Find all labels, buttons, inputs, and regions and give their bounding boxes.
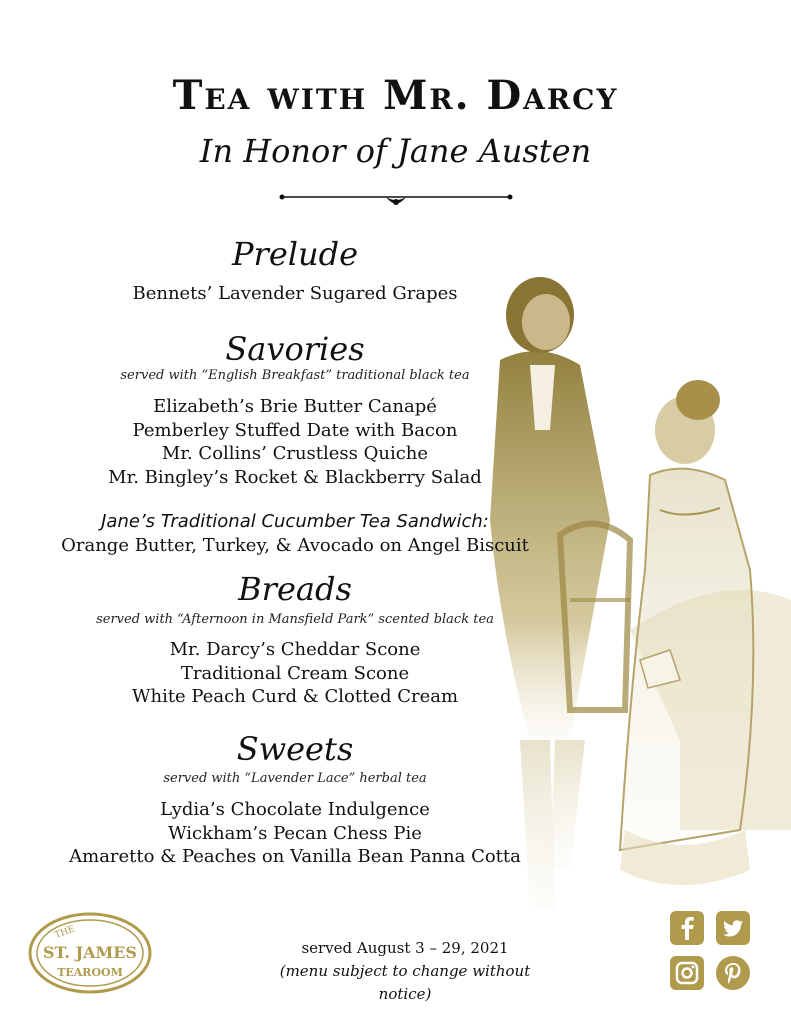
menu-item: Amaretto & Peaches on Vanilla Bean Panna Cotta [69,846,521,867]
menu-item: Elizabeth’s Brie Butter Canapé [153,396,437,417]
menu-item: Bennets’ Lavender Sugared Grapes [132,283,458,304]
logo-text-name: ST. JAMES [43,943,137,962]
feature-item-name: Jane’s Traditional Cucumber Tea Sandwich: [101,511,489,532]
breads-served-with: served with “Afternoon in Mansfield Park” scented black tea [96,612,494,627]
menu-subtitle: In Honor of Jane Austen [199,132,592,170]
pinterest-icon[interactable] [716,956,750,990]
menu-title: Tea with Mr. Darcy [172,72,619,119]
savories-items [0,395,590,489]
section-title-sweets: Sweets [236,730,354,768]
menu-item: Mr. Bingley’s Rocket & Blackberry Salad [108,466,482,488]
savories-feature [0,510,590,557]
breads-items [0,638,590,709]
savories-served-with: served with “English Breakfast” traditional black tea [120,368,470,383]
logo-text-the: THE [53,924,77,941]
logo-text-tearoom: TEAROOM [57,966,123,979]
section-title-breads: Breads [238,570,352,608]
footer [260,937,550,1006]
menu-item: Pemberley Stuffed Date with Bacon [132,419,458,441]
section-title-savories: Savories [225,330,365,368]
twitter-icon[interactable] [716,911,750,945]
facebook-icon[interactable] [670,911,704,945]
sweets-items [0,798,590,869]
footer-dates: served August 3 – 29, 2021 [301,939,509,957]
sweets-served-with: served with “Lavender Lace” herbal tea [163,771,427,786]
section-title-prelude: Prelude [231,235,359,273]
menu-item: White Peach Curd & Clotted Cream [131,686,459,707]
footer-note: (menu subject to change without notice) [279,962,531,1003]
menu-item: Mr. Darcy’s Cheddar Scone [169,639,421,660]
prelude-items [0,282,590,306]
feature-item-description: Orange Butter, Turkey, & Avocado on Angel Biscuit [61,534,529,556]
menu-item: Mr. Collins’ Crustless Quiche [161,443,429,464]
instagram-icon[interactable] [670,956,704,990]
menu-item: Wickham’s Pecan Chess Pie [168,822,422,844]
menu-item: Lydia’s Chocolate Indulgence [160,799,430,820]
st-james-tearoom-logo [26,910,154,996]
menu-item: Traditional Cream Scone [180,662,410,684]
ornamental-divider [278,190,514,210]
